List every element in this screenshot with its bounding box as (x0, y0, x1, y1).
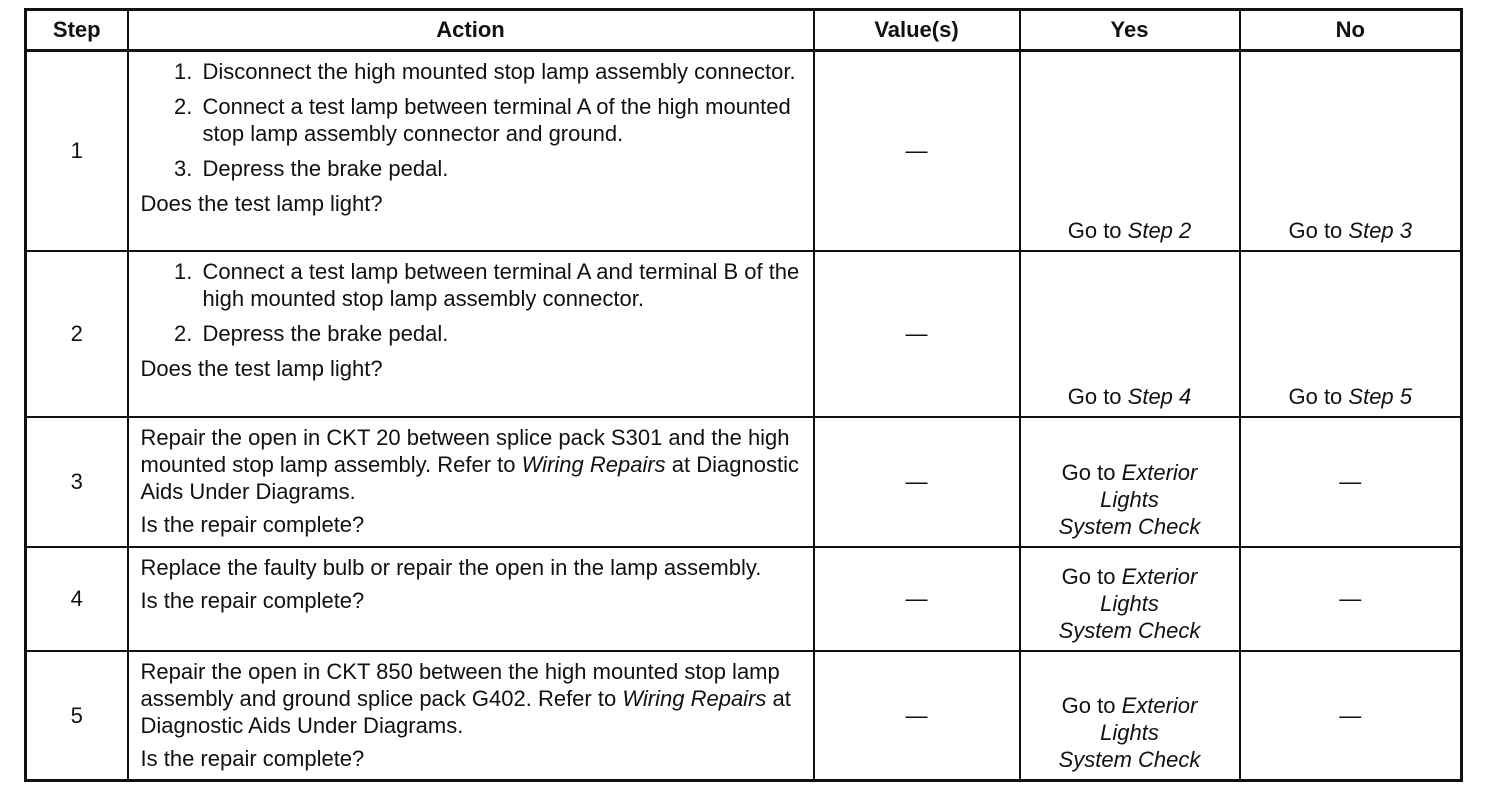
no-cell (1240, 51, 1462, 251)
step-number: 4 (26, 547, 128, 651)
action-question: Is the repair complete? (140, 745, 365, 771)
action-question: Does the test lamp light? (140, 355, 383, 381)
action-item: 1. Connect a test lamp between terminal A and terminal B of the high mounted stop lamp assembly connector. (199, 258, 803, 312)
goto-prefix: Go to (1061, 459, 1122, 485)
no-cell (1240, 251, 1462, 417)
table-row (26, 651, 1462, 781)
action-text-part: Repair the open in CKT 850 between the high mounted stop lamp assembly and ground splice pack G402. Refer to (140, 658, 780, 711)
yes-cell (1020, 547, 1240, 651)
wiring-repairs-ref[interactable]: Wiring Repairs (521, 451, 666, 477)
no-cell: — (1240, 651, 1462, 781)
action-cell (128, 417, 814, 547)
goto-check-link[interactable]: Exterior (1121, 693, 1198, 718)
step-number: 2 (26, 251, 128, 417)
goto-check-link[interactable]: Lights (1100, 590, 1159, 616)
action-text: Replace the faulty bulb or repair the open in the lamp assembly. (140, 554, 762, 580)
table-row (26, 51, 1462, 251)
action-question: Is the repair complete? (140, 587, 365, 613)
action-cell (128, 547, 814, 651)
goto-check-link[interactable]: Lights (1100, 486, 1159, 512)
action-cell (128, 51, 814, 251)
value-cell: — (814, 651, 1020, 781)
yes-cell (1020, 251, 1240, 417)
action-item: 3. Depress the brake pedal. (199, 155, 803, 182)
goto-step-link[interactable]: Step 3 (1348, 217, 1413, 243)
goto-prefix: Go to (1067, 217, 1128, 243)
goto-prefix: Go to (1288, 217, 1349, 243)
action-item: 2. Depress the brake pedal. (199, 320, 803, 347)
value-cell: — (814, 51, 1020, 251)
step-number: 5 (26, 651, 128, 781)
no-cell: — (1240, 547, 1462, 651)
value-cell: — (814, 547, 1020, 651)
yes-cell (1020, 417, 1240, 547)
action-text (141, 658, 803, 739)
diagnostic-table (24, 8, 1463, 782)
header-yes: Yes (1020, 10, 1240, 51)
value-cell: — (814, 251, 1020, 417)
action-list (141, 58, 803, 182)
header-no: No (1240, 10, 1462, 51)
action-cell (128, 651, 814, 781)
value-cell: — (814, 417, 1020, 547)
header-row (26, 10, 1462, 51)
step-number: 3 (26, 417, 128, 547)
step-number: 1 (26, 51, 128, 251)
action-text-part: at Diagnostic Aids Under Diagrams. (140, 451, 799, 504)
goto-prefix: Go to (1061, 693, 1122, 718)
goto-step-link[interactable]: Step 4 (1127, 383, 1192, 409)
action-item: 2. Connect a test lamp between terminal A of the high mounted stop lamp assembly connector and ground. (199, 93, 803, 147)
goto-check-link[interactable]: System Check (1058, 617, 1201, 643)
action-question: Does the test lamp light? (140, 191, 383, 216)
table-row (26, 547, 1462, 651)
goto-check-link[interactable]: System Check (1058, 747, 1201, 772)
table-row (26, 251, 1462, 417)
action-text (141, 424, 803, 505)
yes-cell (1020, 651, 1240, 781)
header-action: Action (128, 10, 814, 51)
goto-check-link[interactable]: System Check (1058, 513, 1201, 539)
action-cell (128, 251, 814, 417)
action-text-part: at Diagnostic Aids Under Diagrams. (140, 685, 791, 738)
goto-prefix: Go to (1288, 383, 1349, 409)
action-question: Is the repair complete? (140, 511, 365, 537)
table-row (26, 417, 1462, 547)
header-values: Value(s) (814, 10, 1020, 51)
goto-step-link[interactable]: Step 5 (1348, 383, 1413, 409)
no-cell: — (1240, 417, 1462, 547)
goto-check-link[interactable]: Exterior (1121, 459, 1198, 485)
header-step: Step (26, 10, 128, 51)
goto-prefix: Go to (1067, 383, 1128, 409)
action-text-part: Repair the open in CKT 20 between splice pack S301 and the high mounted stop lamp assembly. Refer to (140, 424, 790, 477)
wiring-repairs-ref[interactable]: Wiring Repairs (622, 685, 767, 711)
yes-cell (1020, 51, 1240, 251)
action-list (141, 258, 803, 347)
goto-check-link[interactable]: Exterior (1121, 563, 1198, 589)
goto-prefix: Go to (1061, 563, 1122, 589)
goto-check-link[interactable]: Lights (1100, 720, 1159, 745)
action-item: 1. Disconnect the high mounted stop lamp assembly connector. (199, 58, 803, 85)
goto-step-link[interactable]: Step 2 (1127, 217, 1192, 243)
